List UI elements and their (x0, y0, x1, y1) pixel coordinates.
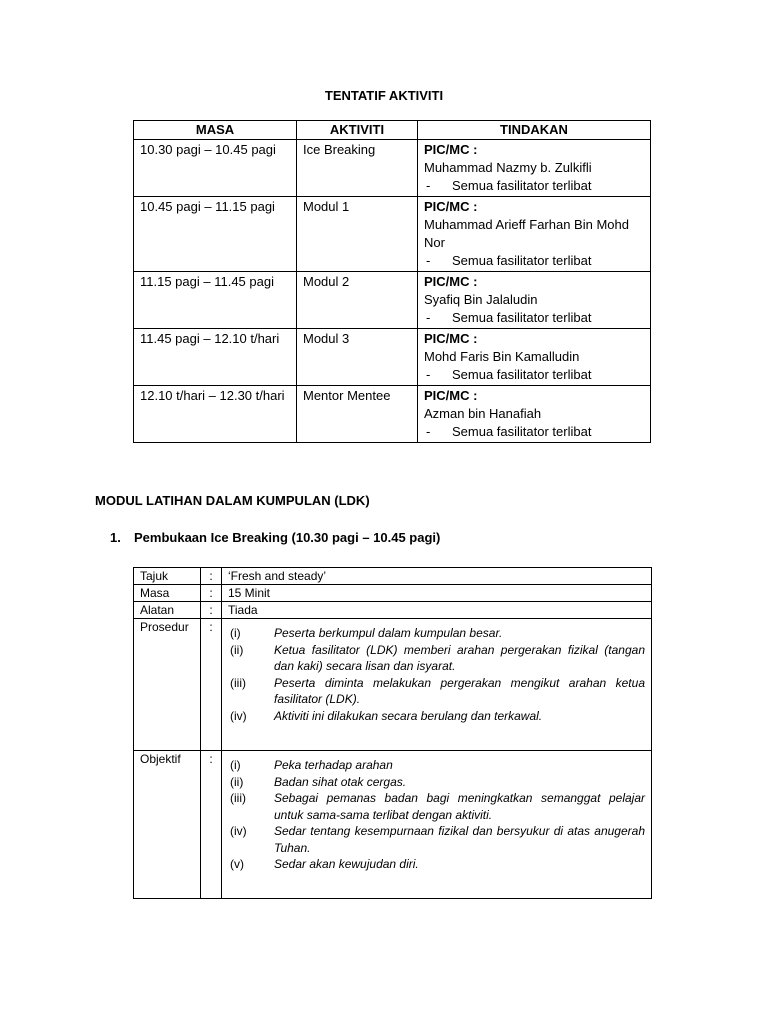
note-text: Semua fasilitator terlibat (452, 253, 592, 268)
item-text: Peserta diminta melakukan pergerakan mengikut arahan ketua fasilitator (LDK). (274, 675, 645, 706)
masa-value: 15 Minit (222, 585, 652, 602)
objektif-item (228, 823, 645, 856)
objektif-list (228, 757, 645, 873)
tajuk-value: ‘Fresh and steady’ (222, 568, 652, 585)
note-text: Semua fasilitator terlibat (452, 367, 592, 382)
colon: : (201, 568, 222, 585)
colon: : (201, 619, 222, 751)
aktiviti-cell: Ice Breaking (297, 140, 418, 197)
schedule-row (134, 197, 651, 272)
item-numeral: (iii) (230, 675, 246, 690)
pic-name: Muhammad Nazmy b. Zulkifli (424, 160, 592, 175)
schedule-row (134, 140, 651, 197)
objektif-label: Objektif (134, 751, 201, 899)
masa-cell: 11.15 pagi – 11.45 pagi (134, 272, 297, 329)
tajuk-row (134, 568, 652, 585)
item-numeral: (iv) (230, 824, 247, 838)
pic-name: Syafiq Bin Jalaludin (424, 292, 538, 307)
item-numeral: (iv) (230, 708, 247, 723)
tindakan-cell (418, 329, 651, 386)
item-numeral: (iii) (230, 791, 246, 805)
masa-cell: 11.45 pagi – 12.10 t/hari (134, 329, 297, 386)
pic-label: PIC/MC : (424, 199, 478, 214)
header-aktiviti: AKTIVITI (297, 121, 418, 140)
item-text: Sedar akan kewujudan diri. (274, 857, 419, 871)
pic-label: PIC/MC : (424, 331, 478, 346)
aktiviti-cell: Modul 2 (297, 272, 418, 329)
page-title: TENTATIF AKTIVITI (324, 88, 444, 103)
dash-mark: - (426, 367, 431, 382)
schedule-table (133, 120, 651, 443)
item-numeral: (i) (230, 758, 241, 772)
section-title: MODUL LATIHAN DALAM KUMPULAN (LDK) (95, 493, 370, 508)
pic-name: Muhammad Arieff Farhan Bin Mohd Nor (424, 217, 629, 250)
pic-label: PIC/MC : (424, 274, 478, 289)
note-line (424, 423, 644, 441)
objektif-item (228, 856, 645, 873)
schedule-row (134, 329, 651, 386)
item-text: Peserta berkumpul dalam kumpulan besar. (274, 626, 503, 640)
dash-mark: - (426, 424, 431, 439)
prosedur-item (228, 675, 645, 708)
pic-name: Azman bin Hanafiah (424, 406, 542, 421)
dash-mark: - (426, 253, 431, 268)
item-numeral: (ii) (230, 774, 244, 789)
alatan-label: Alatan (134, 602, 201, 619)
pic-label: PIC/MC : (424, 388, 478, 403)
objektif-item (228, 774, 645, 791)
item-title-text: Pembukaan Ice Breaking (10.30 pagi – 10.45 pagi) (134, 530, 441, 545)
tindakan-cell (418, 140, 651, 197)
masa-cell: 12.10 t/hari – 12.30 t/hari (134, 386, 297, 443)
alatan-value: Tiada (222, 602, 652, 619)
item-text: Peka terhadap arahan (274, 758, 393, 772)
note-text: Semua fasilitator terlibat (452, 178, 592, 193)
item-title (110, 530, 440, 545)
item-text: Sedar tentang kesempurnaan fizikal dan bersyukur di atas anugerah Tuhan. (274, 824, 645, 855)
masa-label: Masa (134, 585, 201, 602)
module-table (133, 567, 652, 899)
note-line (424, 252, 644, 270)
pic-label: PIC/MC : (424, 142, 478, 157)
dash-mark: - (426, 178, 431, 193)
objektif-cell (222, 751, 652, 899)
colon: : (201, 585, 222, 602)
prosedur-cell (222, 619, 652, 751)
colon: : (201, 602, 222, 619)
item-numeral: (i) (230, 626, 241, 640)
item-text: Badan sihat otak cergas. (274, 774, 407, 789)
header-tindakan: TINDAKAN (418, 121, 651, 140)
objektif-row (134, 751, 652, 899)
objektif-item (228, 757, 645, 774)
header-masa: MASA (134, 121, 297, 140)
prosedur-list (228, 625, 645, 724)
note-line (424, 366, 644, 384)
item-text: Sebagai pemanas badan bagi meningkatkan semanggat pelajar untuk sama-sama terlibat dengan aktiviti. (274, 791, 645, 822)
tajuk-label: Tajuk (134, 568, 201, 585)
prosedur-item (228, 708, 645, 725)
prosedur-row (134, 619, 652, 751)
item-numeral: (ii) (230, 642, 244, 657)
aktiviti-cell: Modul 3 (297, 329, 418, 386)
pic-name: Mohd Faris Bin Kamalludin (424, 349, 580, 364)
colon: : (201, 751, 222, 899)
alatan-row (134, 602, 652, 619)
prosedur-item (228, 642, 645, 675)
tindakan-cell (418, 197, 651, 272)
aktiviti-cell: Modul 1 (297, 197, 418, 272)
item-text: Ketua fasilitator (LDK) memberi arahan pergerakan fizikal (tangan dan kaki) secara lisan dan isyarat. (274, 642, 645, 673)
aktiviti-cell: Mentor Mentee (297, 386, 418, 443)
masa-row (134, 585, 652, 602)
item-numeral: (v) (230, 857, 244, 871)
masa-cell: 10.45 pagi – 11.15 pagi (134, 197, 297, 272)
item-text: Aktiviti ini dilakukan secara berulang dan terkawal. (274, 708, 543, 723)
prosedur-label: Prosedur (134, 619, 201, 751)
note-line (424, 309, 644, 327)
prosedur-item (228, 625, 645, 642)
note-text: Semua fasilitator terlibat (452, 310, 592, 325)
tindakan-cell (418, 386, 651, 443)
objektif-item (228, 790, 645, 823)
schedule-row (134, 272, 651, 329)
schedule-row (134, 386, 651, 443)
tindakan-cell (418, 272, 651, 329)
schedule-header-row (134, 121, 651, 140)
note-line (424, 177, 644, 195)
masa-cell: 10.30 pagi – 10.45 pagi (134, 140, 297, 197)
note-text: Semua fasilitator terlibat (452, 424, 592, 439)
dash-mark: - (426, 310, 431, 325)
item-number: 1. (110, 530, 121, 545)
